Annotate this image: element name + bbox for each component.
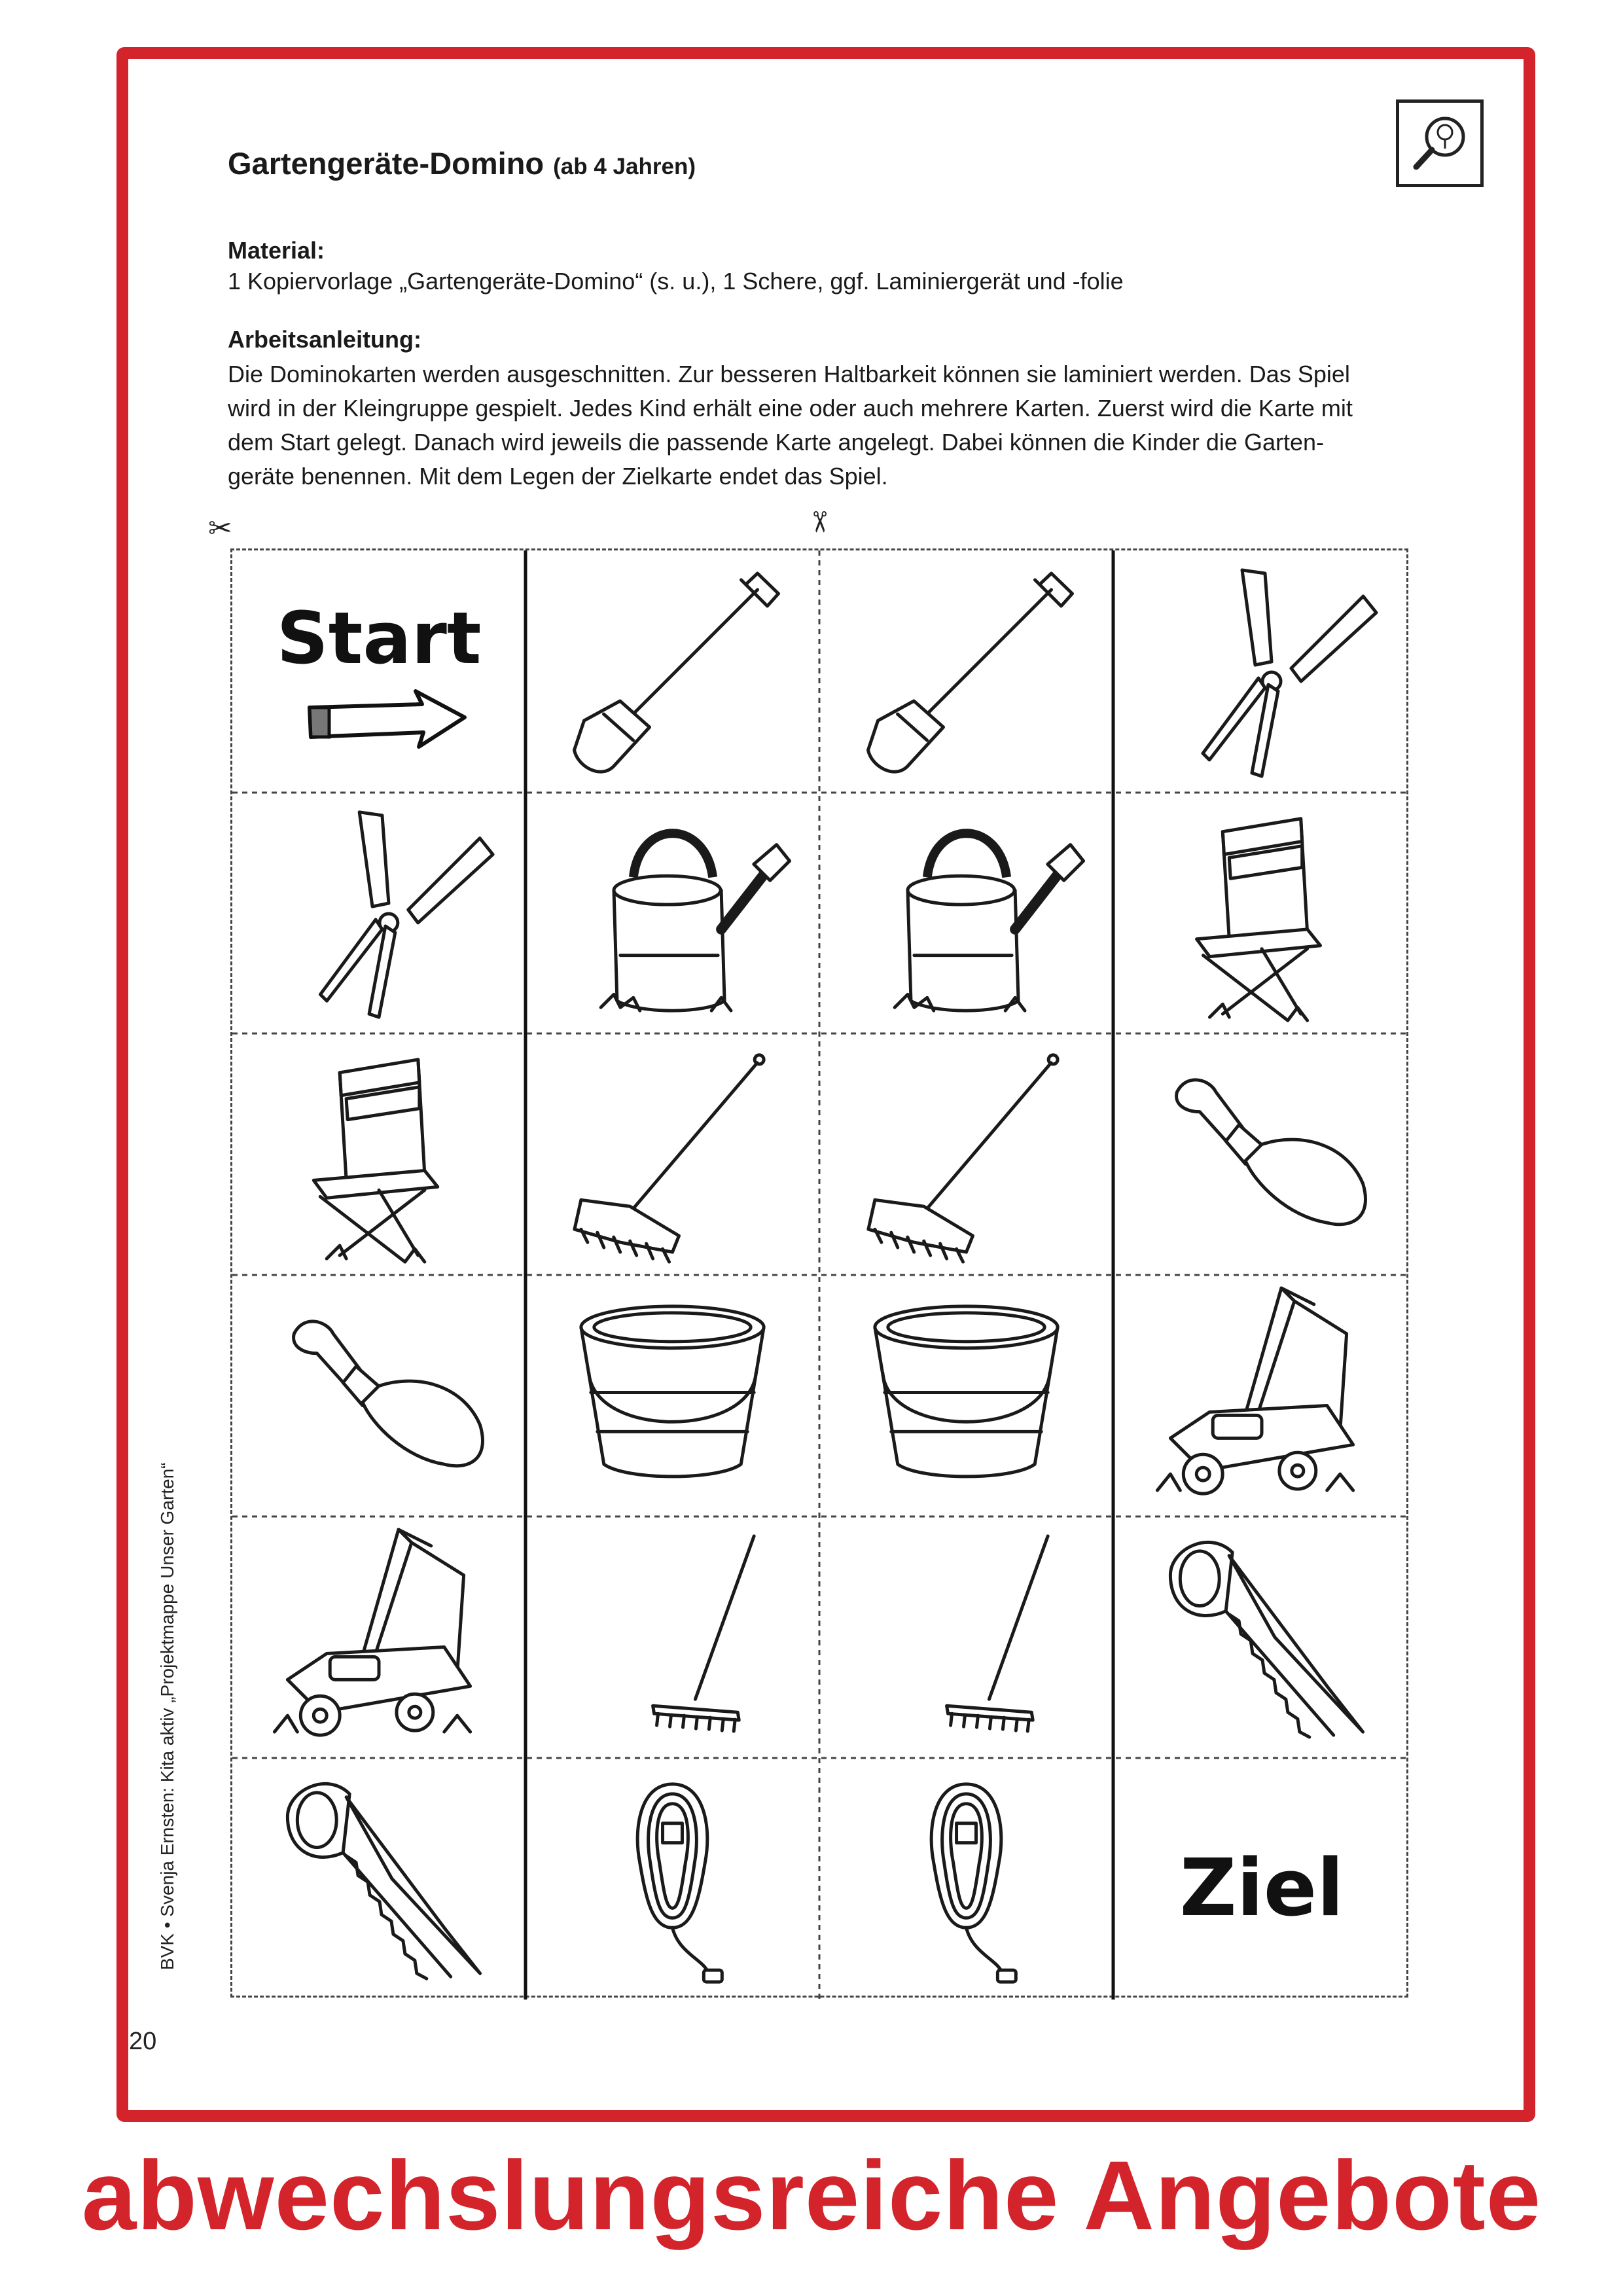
start-label: Start [276,596,482,680]
magnifier-tree-icon [1396,99,1484,187]
hedge-shears-icon [232,793,526,1033]
domino-card-broom [819,1033,1113,1275]
instructions-line: dem Start gelegt. Danach wird jeweils die passende Karte angelegt. Dabei können die Kinder die Garten- [228,429,1325,456]
trowel-icon [232,1275,526,1516]
domino-card-saw [1113,1516,1410,1758]
domino-card-spade [526,550,819,793]
spade-icon [526,550,819,793]
arrow-right-icon [232,550,526,793]
instructions-line: Die Dominokarten werden ausgeschnitten. Zur besseren Haltbarkeit können sie laminiert werden. Das Spiel [228,361,1350,387]
domino-card-lawn-mower [1113,1275,1410,1516]
domino-card-trowel [232,1275,526,1516]
saw-icon [232,1758,526,2000]
instructions-heading: Arbeitsanleitung: [228,326,422,353]
rake-icon [526,1516,819,1758]
domino-card-rake [526,1516,819,1758]
saw-icon [1113,1516,1410,1758]
domino-card-hedge-shears [232,793,526,1033]
broom-icon [526,1033,819,1275]
credit-line: BVK • Svenja Ernsten: Kita aktiv „Projektmappe Unser Garten“ [157,1462,177,1970]
broom-icon [819,1033,1113,1275]
watering-can-icon [526,793,819,1033]
hose-icon [526,1758,819,2000]
scissors-icon: ✂ [208,512,232,545]
domino-card-garden-chair [232,1033,526,1275]
instructions-line: geräte benennen. Mit dem Legen der Zielkarte endet das Spiel. [228,463,888,490]
domino-card-bucket [526,1275,819,1516]
domino-card-garden-chair [1113,793,1410,1033]
material-heading: Material: [228,237,325,264]
trowel-icon [1113,1033,1410,1275]
watering-can-icon [819,793,1113,1033]
domino-card-broom [526,1033,819,1275]
page-title: Gartengeräte-Domino (ab 4 Jahren) [228,146,696,181]
domino-card-start [232,550,526,793]
page-number: 20 [129,2028,157,2055]
material-text: 1 Kopiervorlage „Gartengeräte-Domino“ (s. u.), 1 Schere, ggf. Laminiergerät und -folie [228,268,1124,295]
bucket-icon [819,1275,1113,1516]
domino-card-saw [232,1758,526,2000]
instructions-line: wird in der Kleingruppe gespielt. Jedes Kind erhält eine oder auch mehrere Karten. Zuerst wird die Karte mit [228,395,1353,422]
rake-icon [819,1516,1113,1758]
bucket-icon [526,1275,819,1516]
domino-card-bucket [819,1275,1113,1516]
hose-icon [819,1758,1113,2000]
lawn-mower-icon [1113,1275,1410,1516]
domino-grid [230,548,1408,1998]
age-note: (ab 4 Jahren) [553,154,696,179]
domino-card-watering-can [819,793,1113,1033]
domino-card-hedge-shears [1113,550,1410,793]
garden-chair-icon [1113,793,1410,1033]
scissors-icon: ✂ [802,510,835,534]
domino-card-rake [819,1516,1113,1758]
domino-card-trowel [1113,1033,1410,1275]
caption: abwechslungsreiche Angebote [81,2140,1542,2250]
goal-label: Ziel [1179,1843,1344,1934]
domino-card-lawn-mower [232,1516,526,1758]
hedge-shears-icon [1113,550,1410,793]
garden-chair-icon [232,1033,526,1275]
lawn-mower-icon [232,1516,526,1758]
domino-card-watering-can [526,793,819,1033]
domino-card-hose [526,1758,819,2000]
domino-card-spade [819,550,1113,793]
spade-icon [819,550,1113,793]
domino-card-goal [1113,1758,1410,2000]
domino-card-hose [819,1758,1113,2000]
